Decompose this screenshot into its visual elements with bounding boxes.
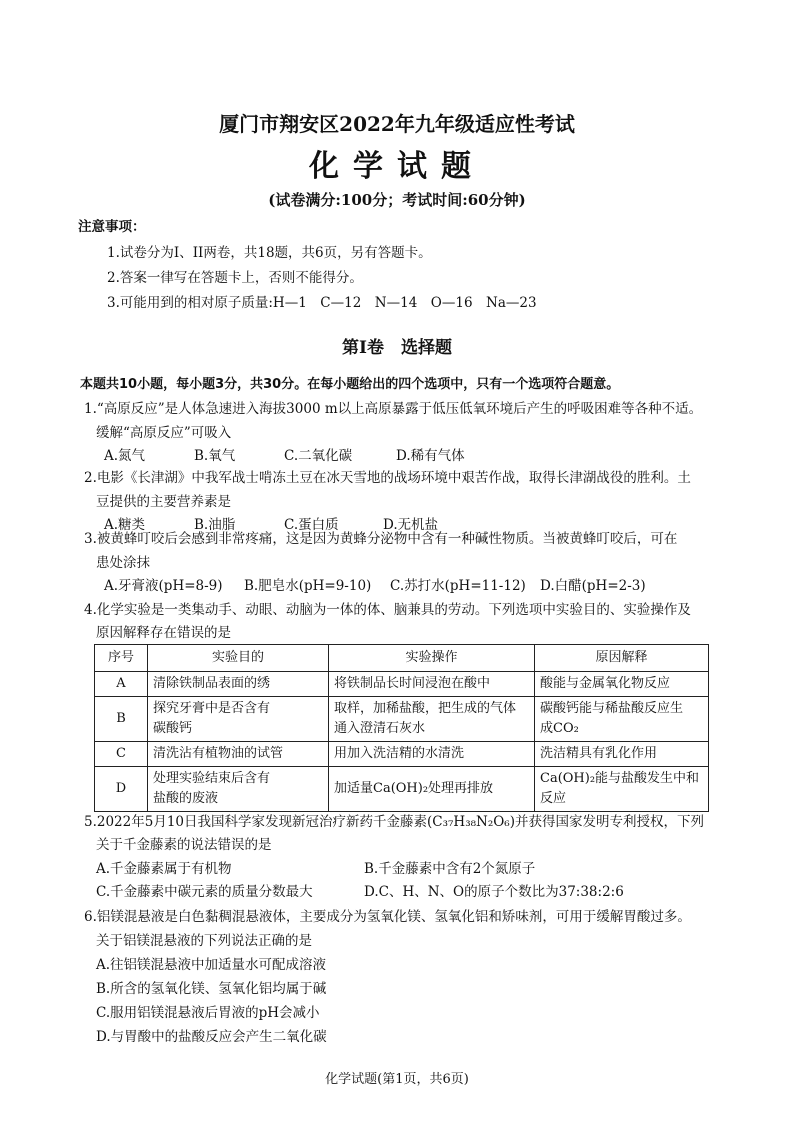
option-c: C.二氧化碳 [284,448,353,464]
page-footer: 化学试题(第1页，共6页) [325,1072,469,1087]
question-stem: 原因解释存在错误的是 [96,625,231,641]
option-d: D.与胃酸中的盐酸反应会产生二氧化碳 [96,1029,327,1045]
row-purpose: 清洗沾有植物油的试管 [148,742,329,767]
option-a: A.千金藤素属于有机物 [96,861,232,877]
exam-title: 厦门市翔安区2022年九年级适应性考试 [219,112,575,136]
option-c: C.千金藤素中碳元素的质量分数最大 [96,884,313,900]
question-stem: 4.化学实验是一类集动手、动眼、动脑为一体的体、脑兼具的劳动。下列选项中实验目的、实验操作及 [84,602,691,618]
row-purpose [148,767,329,812]
row-purpose [148,697,329,742]
option-c: C.服用铝镁混悬液后胃液的pH会减小 [96,1005,320,1021]
row-reason [535,697,709,742]
row-seq: B [95,697,148,742]
option-d: D.稀有气体 [396,448,465,464]
table-row [95,672,709,697]
option-a: A.往铝镁混悬液中加适量水可配成溶液 [96,957,327,973]
row-reason: 酸能与金属氧化物反应 [535,672,709,697]
row-operation: 用加入洗洁精的水清洗 [329,742,535,767]
row-reason: 洗洁精具有乳化作用 [535,742,709,767]
col-header-purpose: 实验目的 [148,645,329,672]
row-operation: 将铁制品长时间浸泡在酸中 [329,672,535,697]
option-d: D.白醋(pH=2-3) [540,578,646,594]
question-stem: 5.2022年5月10日我国科学家发现新冠治疗新药千金藤素(C₃₇H₃₈N₂O₆)并获得国家发明专利授权，下列 [84,814,704,830]
table-header-row [95,645,709,672]
question-stem: 关于铝镁混悬液的下列说法正确的是 [96,933,312,949]
cell-line: Ca(OH)₂能与盐酸发生中和 [540,771,700,786]
option-c: C.蛋白质 [284,517,339,533]
table-row [95,767,709,812]
question-stem: 缓解“高原反应”可吸入 [96,425,232,441]
question-stem: 豆提供的主要营养素是 [96,494,231,510]
question-stem: 2.电影《长津湖》中我军战士啃冻土豆在冰天雪地的战场环境中艰苦作战，取得长津湖战役的胜利。土 [84,470,691,486]
cell-line: 探究牙膏中是否含有 [153,701,271,716]
cell-line: 通入澄清石灰水 [334,721,426,736]
option-b: B.油脂 [194,517,236,533]
row-purpose: 清除铁制品表面的绣 [148,672,329,697]
cell-line: 反应 [540,791,567,806]
cell-line: 碳酸钙 [153,721,193,736]
option-d: D.无机盐 [383,517,439,533]
table-row [95,697,709,742]
col-header-operation: 实验操作 [329,645,535,672]
col-header-seq: 序号 [95,645,148,672]
cell-line: 成CO₂ [540,721,579,736]
note-item: 1.试卷分为I、II两卷，共18题，共6页，另有答题卡。 [107,245,432,261]
row-seq: D [95,767,148,812]
score-time: (试卷满分:100分；考试时间:60分钟) [268,191,526,209]
cell-line: 碳酸钙能与稀盐酸反应生 [540,701,684,716]
col-header-reason: 原因解释 [535,645,709,672]
note-item: 2.答案一律写在答题卡上，否则不能得分。 [107,270,363,286]
row-seq: A [95,672,148,697]
option-a: A.氮气 [104,448,146,464]
question-stem: 6.铝镁混悬液是白色黏稠混悬液体，主要成分为氢氧化镁、氢氧化铝和矫味剂，可用于缓解胃酸过多。 [84,909,691,925]
row-operation: 加适量Ca(OH)₂处理再排放 [329,767,535,812]
option-b: B.肥皂水(pH=9-10) [244,578,372,594]
option-a: A.牙膏液(pH=8-9) [104,578,223,594]
row-reason [535,767,709,812]
option-a: A.糖类 [104,517,146,533]
option-b: B.所含的氢氧化镁、氢氧化铝均属于碱 [96,981,327,997]
experiment-table [94,644,709,812]
option-b: B.氧气 [194,448,236,464]
option-d: D.C、H、N、O的原子个数比为37:38:2:6 [364,884,624,900]
row-seq: C [95,742,148,767]
question-stem: 3.被黄蜂叮咬后会感到非常疼痛，这是因为黄蜂分泌物中含有一种碱性物质。当被黄蜂叮咬后，可在 [84,531,678,547]
question-stem: 1.“高原反应”是人体急速进入海拔3000 m以上高原暴露于低压低氧环境后产生的呼吸困难等各种不适。 [84,401,703,417]
question-stem: 患处涂抹 [96,555,150,571]
section-instruction: 本题共10小题，每小题3分，共30分。在每小题给出的四个选项中，只有一个选项符合题意。 [80,377,620,392]
cell-line: 盐酸的废液 [153,791,219,806]
notes-heading: 注意事项： [78,219,146,235]
subject-title: 化学试题 [309,149,485,184]
cell-line: 处理实验结束后含有 [153,771,271,786]
option-c: C.苏打水(pH=11-12) [390,578,526,594]
option-b: B.千金藤素中含有2个氮原子 [364,861,536,877]
cell-line: 取样，加稀盐酸，把生成的气体 [334,701,517,716]
question-stem: 关于千金藤素的说法错误的是 [96,837,272,853]
note-item: 3.可能用到的相对原子质量:H—1 C—12 N—14 O—16 Na—23 [107,295,537,311]
row-operation [329,697,535,742]
table-row [95,742,709,767]
section-title: 第I卷 选择题 [342,338,452,358]
